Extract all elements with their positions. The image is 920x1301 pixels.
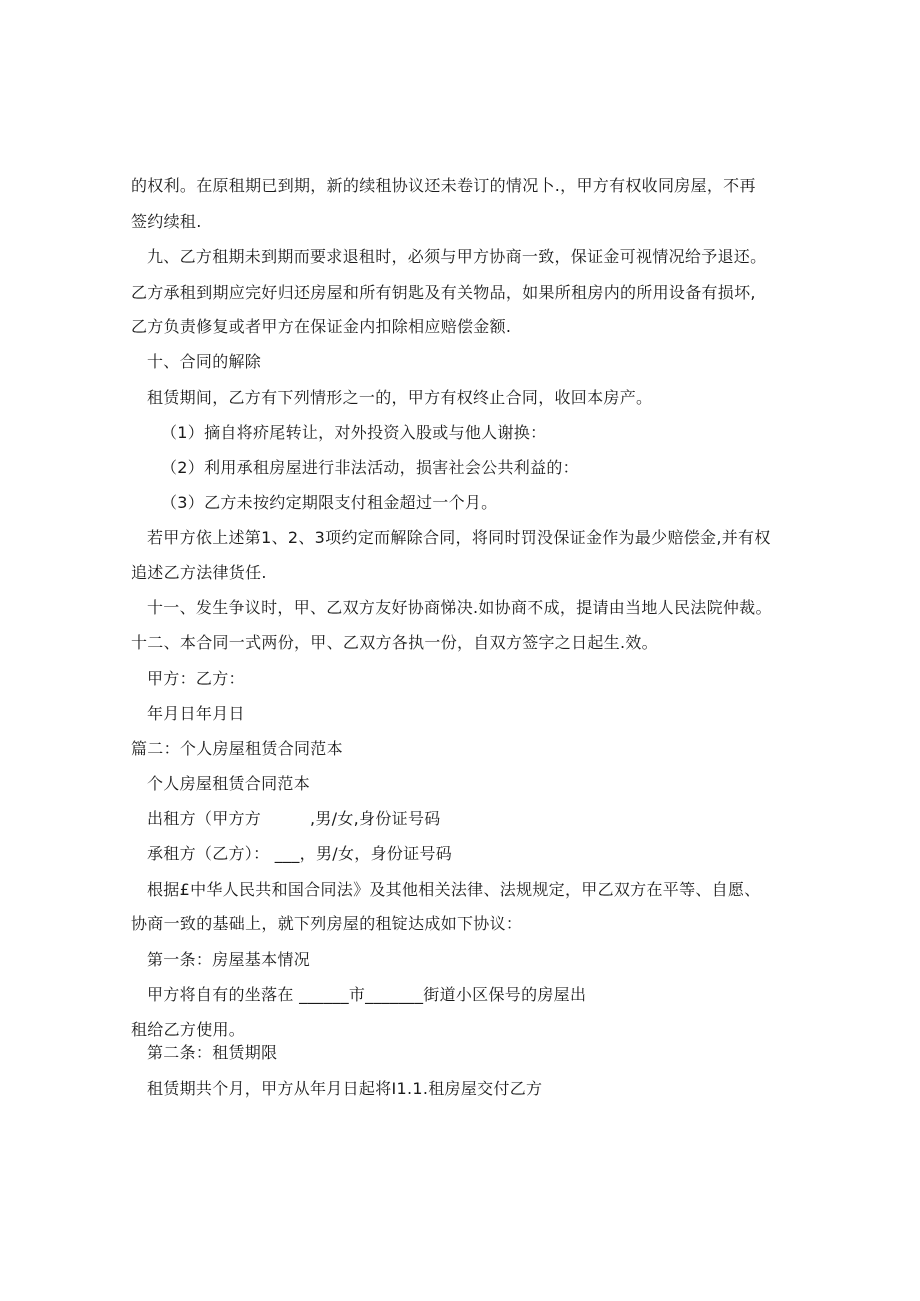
list-item: （2）利用承租房屋进行非法活动，损害社会公共利益的： (161, 458, 579, 477)
clause-11-line: 十一、发生争议时，甲、乙双方友好协商悌决.如协商不成，提请由当地人民法院仲裁。 (147, 598, 772, 617)
section-heading: 篇二：个人房屋租赁合同范本 (131, 739, 343, 758)
signature-parties: 甲方：乙方： (147, 669, 245, 688)
article-2-heading: 第二条：租赁期限 (147, 1043, 278, 1062)
clause-12-line: 十二、本合同一式两份，甲、乙双方各执一份，自双方签字之日起生.效。 (131, 633, 658, 652)
paragraph-line: 租赁期共个月，甲方从年月日起将I1.1.租房屋交付乙方 (147, 1079, 543, 1098)
paragraph-line: 若甲方依上述第1、2、3项约定而解除合同，将同时罚没保证金作为最少赔偿金,并有权 (147, 528, 771, 547)
paragraph-line: 乙方承租到期应完好归还房屋和所有钥匙及有关物品，如果所租房内的所用设备有损坏, (131, 283, 756, 302)
article-1-heading: 第一条：房屋基本情况 (147, 950, 311, 969)
clause-10-heading: 十、合同的解除 (147, 352, 262, 371)
contract-title: 个人房屋租赁合同范本 (147, 774, 311, 793)
paragraph-line: 租给乙方使用。 (131, 1020, 246, 1039)
paragraph-line: 的权利。在原租期已到期，新的续租协议还未卷订的情况卜.，甲方有权收同房屋，不再 (131, 176, 756, 195)
paragraph-line: 根据£中华人民共和国合同法》及其他相关法律、法规规定，甲乙双方在平等、自愿、 (147, 880, 761, 899)
paragraph-line: 乙方负责修复或者甲方在保证金内扣除相应赔偿金额. (131, 317, 512, 336)
paragraph-line: 租赁期间，乙方有下列情形之一的，甲方有权终止合同，收回本房产。 (147, 388, 653, 407)
list-item: （1）摘自将疥尾转让，对外投资入股或与他人谢换： (161, 423, 547, 442)
clause-9-line: 九、乙方租期未到期而要求退租时，必须与甲方协商一致，保证金可视情况给予退还。 (147, 247, 767, 266)
signature-dates: 年月日年月日 (147, 704, 245, 723)
paragraph-line: 甲方将自有的坐落在 ______市_______街道小区保号的房屋出 (147, 985, 587, 1004)
list-item: （3）乙方未按约定期限支付租金超过一个月。 (161, 493, 498, 512)
lessee-line: 承租方（乙方）： ___，男/女，身份证号码 (147, 844, 453, 863)
paragraph-line: 追述乙方法律货任. (131, 563, 267, 582)
paragraph-line: 签约续租. (131, 212, 202, 231)
paragraph-line: 协商一致的基础上，就下列房屋的租锭达成如下协议： (131, 914, 523, 933)
lessor-line: 出租方（甲方方 ,男/女,身份证号码 (147, 809, 441, 828)
